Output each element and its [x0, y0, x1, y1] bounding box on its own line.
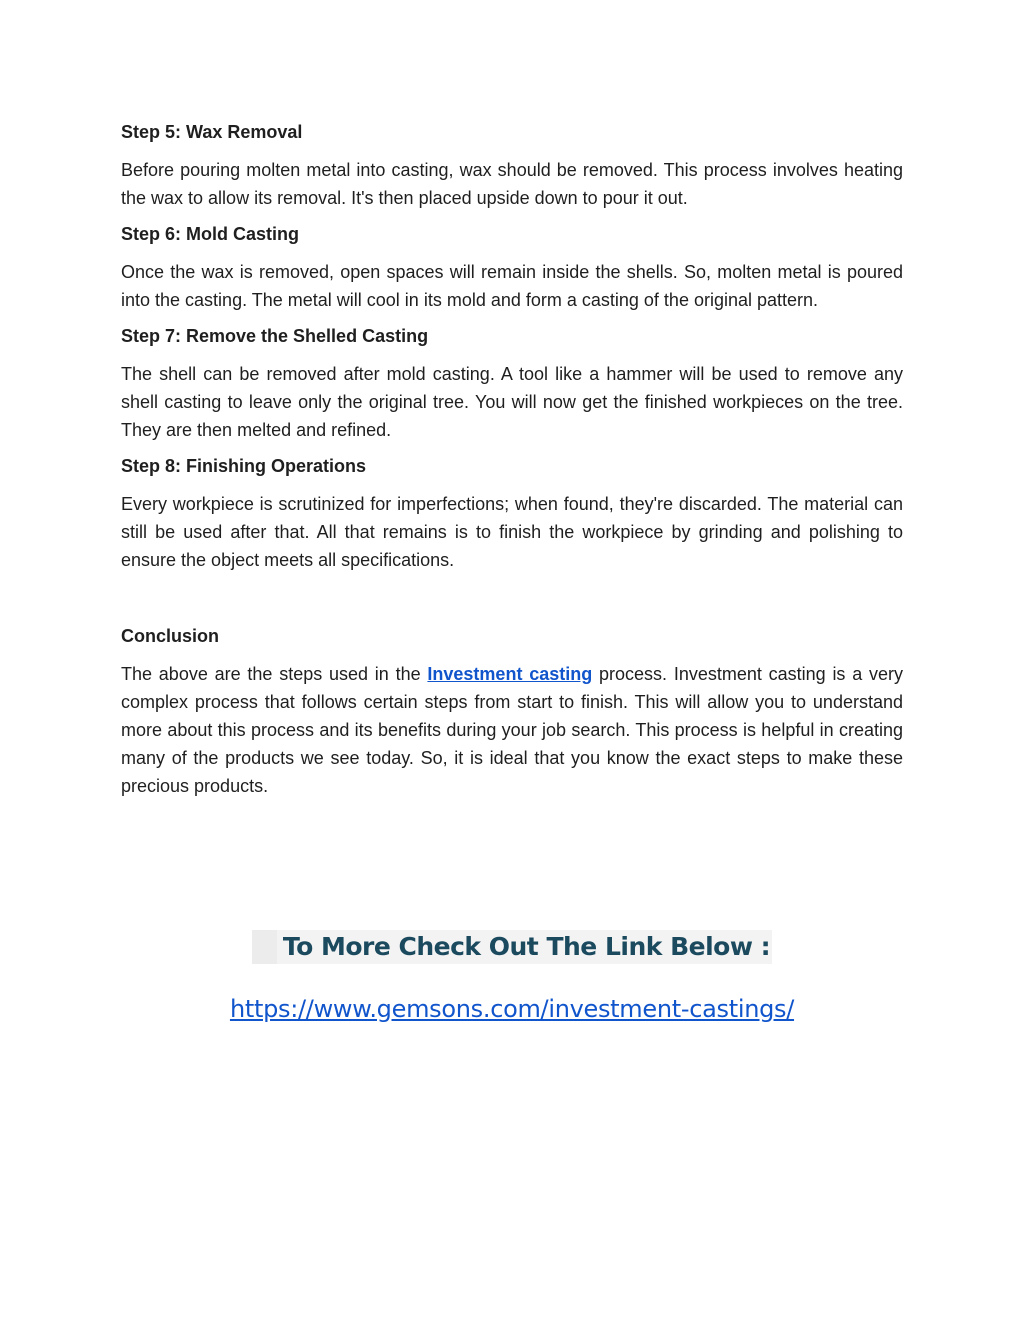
cta-banner [0, 930, 1024, 969]
step-8-heading: Step 8: Finishing Operations [121, 456, 367, 476]
step-6-text: Once the wax is removed, open spaces will remain inside the shells. So, molten metal is poured into the casting. The metal will cool in its mold and form a casting of the original pattern. [121, 262, 903, 310]
conclusion-text-after-link: process. Investment casting is a very complex process that follows certain steps from start to finish. This will allow you to understand more about this process and its benefits during your job search. This process is helpful in creating many of the products we see today. So, it is ideal that you know the exact steps to make these precious products. [121, 664, 904, 796]
document-body [121, 118, 903, 808]
cta-left-pad [252, 930, 277, 964]
investment-casting-link[interactable]: Investment casting [427, 664, 593, 684]
step-8-text: Every workpiece is scrutinized for imperfections; when found, they're discarded. The material can still be used after that. All that remains is to finish the workpiece by grinding and polishing to ensure the object meets all specifications. [121, 494, 903, 570]
cta-box [252, 930, 772, 964]
conclusion-text-before-link: The above are the steps used in the [121, 664, 428, 684]
step-6-heading: Step 6: Mold Casting [121, 224, 300, 244]
step-7-heading: Step 7: Remove the Shelled Casting [121, 326, 429, 346]
step-5-text: Before pouring molten metal into casting, wax should be removed. This process involves heating the wax to allow its removal. It's then placed upside down to pour it out. [121, 160, 903, 208]
conclusion-heading: Conclusion [121, 626, 219, 646]
gemsons-url-link[interactable]: https://www.gemsons.com/investment-castings/ [229, 995, 795, 1023]
cta-heading: To More Check Out The Link Below : [277, 930, 772, 964]
section-spacer [121, 582, 903, 622]
step-5-heading: Step 5: Wax Removal [121, 122, 303, 142]
step-7-text: The shell can be removed after mold casting. A tool like a hammer will be used to remove any shell casting to leave only the original tree. You will now get the finished workpieces on the tree. They are then melted and refined. [121, 364, 903, 440]
conclusion-text [121, 660, 903, 800]
url-container [0, 995, 1024, 1023]
